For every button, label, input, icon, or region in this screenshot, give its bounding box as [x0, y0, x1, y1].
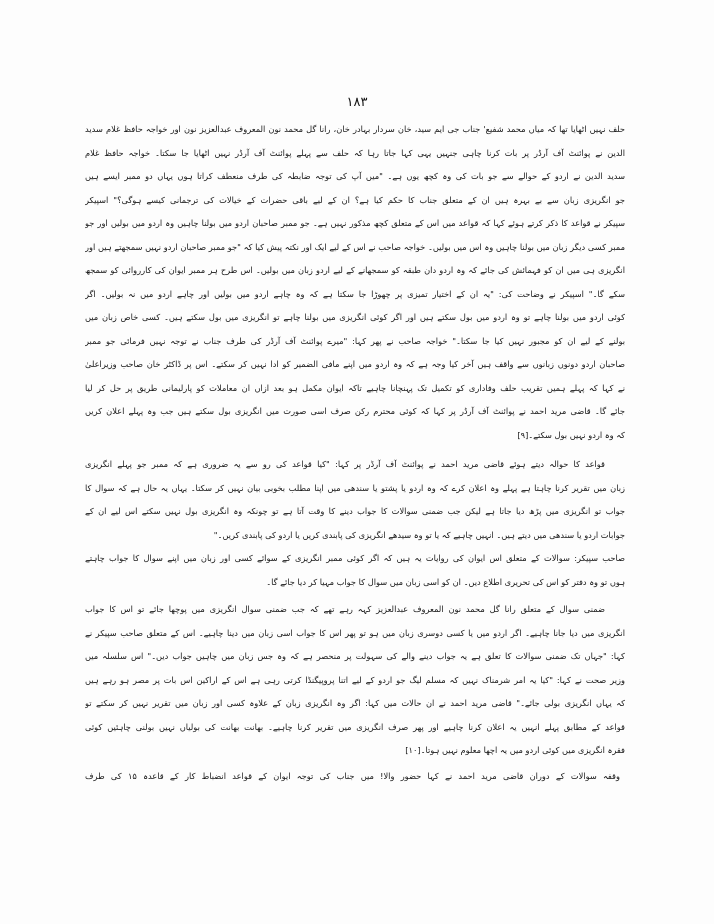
text-line: سکے گا۔" اسپیکر نے وضاحت کی: "یہ ان کے اختیار تمیزی پر چھوڑا جا سکتا ہے کہ وہ چاہے اردو میں بولیں اور چاہے اردو میں نہ بولیں۔ اگر [85, 288, 625, 299]
text-line: جو انگریزی زبان سے بے بہرہ ہیں ان کے متعلق جناب کا حکم کیا ہے؟ ان کے لیے باقی حضرات کے خیالات کی ترجمانی کیسے ہوگی؟" اسپیکر [85, 194, 625, 205]
text-line: سپیکر نے قواعد کا ذکر کرتے ہوئے کہا کہ قواعد میں اس کے متعلق کچھ مذکور نہیں ہے۔ جو ممبر صاحبان اردو میں بولنا چاہیں وہ اردو میں بولیں اور جو [85, 218, 625, 228]
text-line: حلف نہیں اٹھایا تھا کہ میاں محمد شفیع' جناب جی ایم سید، خان سردار بہادر خان، رانا گل محمد نون المعروف عبدالعزیز نون اور خواجہ حافظ غلام سدید [85, 124, 625, 134]
text-line: جواب تو انگریزی میں پڑھ دیا جاتا ہے لیکن جب ضمنی سوالات کا جواب دینے کا وقت آتا ہے تو چونکہ وہ انگریزی بول نہیں سکتے اس لیے ان کے [85, 506, 625, 516]
paragraph [85, 453, 625, 594]
text-line: قواعد کے مطابق پہلے انہیں یہ اعلان کرنا چاہیے اور پھر صرف انگریزی میں تقریر کرنا چاہیے۔ بھانت بھانت کی بولیاں نہیں بولنی چاہئیں کوئی [85, 721, 625, 732]
text-line: وقفہ سوالات کے دوران قاضی مرید احمد نے کہا حضور والا! میں جناب کی توجہ ایوان کے قواعد انضباط کار کے قاعدہ ۱۵ کی طرف [85, 770, 620, 781]
paragraph [85, 765, 625, 789]
text-line: کہ یہاں انگریزی بولی جائے۔" قاضی مرید احمد نے ان حالات میں کہا: اگر وہ انگریزی زبان کے علاوہ کسی اور زبان میں تقریر نہیں کر سکتے تو [85, 698, 625, 708]
page-number: ۱۸۳ [346, 95, 368, 110]
text-line: کہا: "جہاں تک ضمنی سوالات کا تعلق ہے یہ جواب دینے والے کی سہولت پر منحصر ہے کہ وہ جس زبان میں چاہیں جواب دیں۔" اس سلسلہ میں [85, 651, 625, 661]
text-line: ضمنی سوال کے متعلق رانا گل محمد نون المعروف عبدالعزیز کہہ رہے تھے کہ جب ضمنی سوال انگریزی میں پوچھا جائے تو اس کا جواب [85, 604, 605, 614]
text-line: کوئی اردو میں بولنا چاہے تو وہ اردو میں بول سکتے ہیں اور اگر کوئی انگریزی میں بولنا چاہے تو انگریزی میں بول سکتے ہیں۔ کسی خاص زبان میں [85, 312, 625, 322]
text-line: بولنے کے لیے ان کو مجبور نہیں کیا جا سکتا۔" خواجہ صاحب نے پھر کہا: "میرے پوائنٹ آف آرڈر کی طرف جناب نے توجہ نہیں فرمائی جو ممبر [85, 335, 625, 346]
text-line: قواعد کا حوالہ دیتے ہوئے قاضی مرید احمد نے پوائنٹ آف آرڈر پر کہا: "کیا قواعد کی رو سے یہ ضروری ہے کہ ممبر جو پہلے انگریزی [85, 459, 605, 469]
text-line: جائے گا۔ قاضی مرید احمد نے پوائنٹ آف آرڈر پر کہا کہ کوئی محترم رکن صرف اسی صورت میں انگریزی بول سکتے ہیں جب وہ پہلے اعلان کریں [85, 406, 625, 416]
text-line: صاحب سپیکر: سوالات کے متعلق اس ایوان کی روایات یہ ہیں کہ اگر کوئی ممبر انگریزی کے سوائے کسی اور زبان میں اپنے سوال کا جواب چاہتے [85, 553, 625, 563]
text-line: کہ وہ اردو نہیں بول سکتے۔[۹] [517, 429, 625, 440]
text-line: انگریزی ہی میں ان کو فہمائش کی جائے کہ وہ اردو دان طبقہ کو سمجھانے کے لیے اردو زبان میں بولیں۔ اس طرح ہر ممبر ایوان کی کارروائی کو سمجھ [85, 265, 625, 275]
paragraph [85, 118, 625, 447]
paragraph [85, 598, 625, 763]
text-line: فقرہ انگریزی میں کوئی اردو میں یہ اچھا معلوم نہیں ہوتا۔[۱۰] [405, 745, 625, 755]
text-line: وزیر صحت نے کہا: "کیا یہ امر شرمناک نہیں کہ مسلم لیگ جو اردو کے لیے اتنا پروپیگنڈا کرتی رہی ہے اس کے اراکین اس بات پر مصر ہو رہے ہیں [85, 674, 625, 685]
text-line: الدین نے پوائنٹ آف آرڈر پر بات کرنا چاہی جنہیں یہی کہا جاتا رہا کہ حلف سے پہلے پوائنٹ آف آرڈر نہیں اٹھایا جا سکتا۔ خواجہ حافظ غلام [85, 147, 625, 158]
text-line: انگریزی میں دیا جانا چاہیے۔ اگر اردو میں یا کسی دوسری زبان میں ہو تو پھر اس کا جواب اسی زبان میں دینا چاہیے۔ اس کے متعلق صاحب سپیکر نے [85, 627, 625, 638]
text-line: جوابات اردو یا سندھی میں دیتے ہیں۔ انہیں چاہیے کہ یا تو وہ سیدھے انگریزی کی پابندی کریں یا اردو کی پابندی کریں۔" [213, 529, 625, 540]
text-line: ممبر کسی دیگر زبان میں بولنا چاہیں وہ اس میں بولیں۔ خواجہ صاحب نے اس کے لیے ایک اور نکتہ پیش کیا کہ "جو ممبر صاحبان اردو نہیں سمجھتے ہیں اور [85, 241, 625, 252]
text-line: سدید الدین نے اردو کے حوالے سے جو بات کی وہ کچھ یوں ہے۔ "میں آپ کی توجہ ضابطہ کی طرف منعطف کراتا ہوں یہاں دو ممبر ایسے ہیں [85, 171, 625, 181]
document-body [85, 118, 625, 788]
text-line: زبان میں تقریر کرنا چاہتا ہے پہلے وہ اعلان کرے کہ وہ اردو یا پشتو یا سندھی میں اپنا مطلب بخوبی بیان نہیں کر سکتا۔ یہاں یہ حال ہے کہ سوال کا [85, 482, 625, 493]
text-line: ہوں تو وہ دفتر کو اس کی تحریری اطلاع دیں۔ ان کو اسی زبان میں سوال کا جواب مہیا کر دیا جائے گا۔ [266, 576, 625, 587]
text-line: صاحبان اردو دونوں زبانوں سے واقف ہیں آخر کیا وجہ ہے کہ وہ اردو میں اپنے مافی الضمیر کو ادا نہیں کر سکتے۔ اس پر ڈاکٹر خان صاحب وزیراعلیٰ [85, 359, 625, 369]
text-line: نے کہا کہ پہلے ہمیں تقریب حلف وفاداری کو تکمیل تک پہنچانا چاہیے تاکہ ایوان مکمل ہو بعد ازاں ان معاملات کو پارلیمانی طریق پر حل کر لیا [85, 382, 625, 393]
